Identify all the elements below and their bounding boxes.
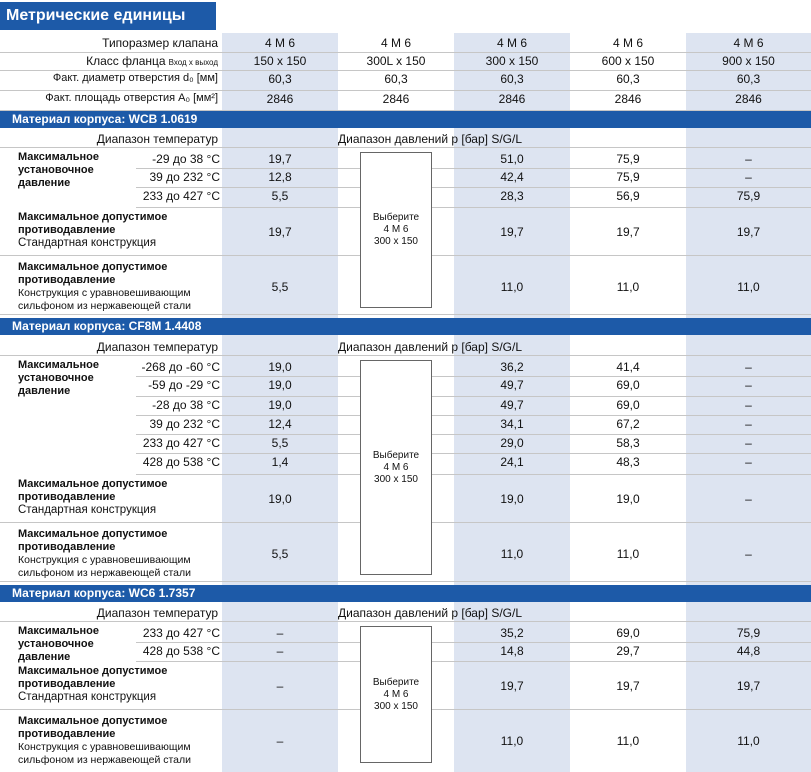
- select-line: 300 x 150: [374, 236, 418, 247]
- header-row-label: [0, 72, 218, 84]
- row-divider: [136, 207, 811, 208]
- pressure-value: –: [745, 152, 752, 166]
- select-line: 300 x 150: [374, 700, 418, 712]
- row-divider: [136, 376, 811, 377]
- pressure-value: –: [745, 398, 752, 412]
- pressure-value: 12,4: [268, 417, 292, 431]
- header-value: 4 M 6: [496, 36, 527, 50]
- header-row-label: [0, 92, 218, 104]
- pressure-value: 12,8: [268, 170, 292, 184]
- select-line: 4 M 6: [383, 224, 409, 235]
- pressure-value: 19,7: [268, 152, 292, 166]
- pressure-value: 69,0: [616, 626, 640, 640]
- row-divider: [0, 52, 811, 53]
- label-line: противодавление: [18, 728, 116, 740]
- row-divider: [0, 314, 811, 315]
- header-row-label: [0, 54, 218, 68]
- header-value: 4 M 6: [612, 36, 643, 50]
- label-line: противодавление: [18, 491, 116, 503]
- header-label-suffix: Вход x выход: [168, 58, 218, 67]
- pressure-value: 49,7: [500, 398, 524, 412]
- back-pressure-bellows-value: 5,5: [271, 546, 289, 561]
- header-value: 60,3: [616, 72, 640, 86]
- back-pressure-standard-value: 19,7: [500, 225, 524, 239]
- pressure-value: 29,7: [616, 644, 640, 658]
- header-value: 2846: [735, 92, 762, 106]
- label-line: Максимальное допустимое: [18, 261, 168, 273]
- select-line: Выберите: [372, 449, 420, 461]
- header-value: 4 M 6: [264, 36, 295, 50]
- max-back-pressure-standard-label: [18, 211, 218, 250]
- pressure-value: –: [276, 626, 284, 640]
- header-value: 60,3: [500, 72, 524, 86]
- pressure-value: 19,0: [268, 378, 292, 392]
- temp-range-label: Диапазон температур: [96, 606, 218, 620]
- back-pressure-bellows-value: –: [276, 734, 284, 748]
- row-divider: [136, 642, 811, 643]
- label-line: Максимальное допустимое: [18, 665, 168, 677]
- back-pressure-standard-value: 19,7: [500, 679, 524, 693]
- header-value: 300L x 150: [366, 54, 426, 68]
- header-value: 2846: [498, 92, 526, 106]
- max-set-pressure-label: [18, 359, 133, 398]
- material-band: Материал корпуса: WC6 1.7357: [0, 585, 811, 602]
- label-line: противодавление: [18, 678, 116, 690]
- pressure-value: 19,0: [268, 360, 292, 374]
- pressure-value: 35,2: [500, 626, 524, 640]
- select-option-text: [361, 450, 431, 486]
- header-value: 2846: [614, 92, 642, 106]
- select-line: Выберите: [372, 676, 420, 688]
- select-option-text: [361, 212, 431, 248]
- pressure-value: –: [745, 417, 752, 431]
- header-value: 2846: [266, 92, 294, 106]
- label-line: давление: [18, 385, 71, 397]
- back-pressure-standard-value: 19,7: [736, 225, 761, 239]
- pressure-value: 42,4: [500, 170, 524, 184]
- pressure-value: 19,0: [268, 398, 292, 412]
- pressure-value: –: [745, 436, 752, 450]
- back-pressure-standard-value: 19,0: [616, 492, 640, 506]
- header-row-label: [0, 36, 218, 50]
- label-line: Максимальное допустимое: [18, 528, 168, 540]
- pressure-value: 36,2: [500, 360, 524, 374]
- row-divider: [136, 187, 811, 188]
- header-label-text: Факт. диаметр отверстия d₀ [мм]: [52, 72, 218, 84]
- label-line: установочное: [18, 164, 94, 176]
- label-line: сильфоном из нержавеющей стали: [18, 567, 191, 579]
- label-line: Стандартная конструкция: [18, 504, 157, 516]
- back-pressure-standard-value: 19,7: [736, 679, 761, 693]
- label-line: противодавление: [18, 224, 116, 236]
- back-pressure-standard-value: 19,0: [268, 492, 292, 506]
- max-back-pressure-standard-label: [18, 665, 218, 704]
- temperature-range: -268 до -60 °C: [141, 360, 220, 374]
- select-line: Выберите: [372, 212, 420, 223]
- label-line: Конструкция с уравновешивающим: [18, 741, 191, 753]
- header-value: 150 x 150: [253, 54, 307, 68]
- header-value: 600 x 150: [601, 54, 655, 68]
- row-divider: [136, 474, 811, 475]
- material-band: Материал корпуса: CF8M 1.4408: [0, 318, 811, 335]
- temperature-range: 39 до 232 °C: [149, 417, 220, 431]
- temperature-range: -59 до -29 °C: [148, 378, 220, 392]
- page-title: Метрические единицы: [0, 2, 216, 30]
- header-value: 2846: [382, 92, 410, 106]
- back-pressure-bellows-value: 11,0: [737, 279, 760, 294]
- pressure-value: –: [745, 378, 752, 392]
- select-option-box[interactable]: [360, 152, 432, 308]
- label-line: Максимальное допустимое: [18, 478, 168, 490]
- temp-range-label: Диапазон температур: [96, 132, 218, 146]
- pressure-value: 69,0: [616, 378, 640, 392]
- pressure-value: 14,8: [500, 644, 524, 658]
- back-pressure-standard-value: 19,7: [616, 225, 640, 239]
- max-back-pressure-bellows-label: [18, 261, 223, 313]
- label-line: сильфоном из нержавеющей стали: [18, 754, 191, 766]
- label-line: противодавление: [18, 274, 116, 286]
- header-label-text: Класс фланца: [86, 54, 166, 68]
- pressure-value: 75,9: [736, 189, 761, 203]
- row-divider: [0, 621, 811, 622]
- material-band: Материал корпуса: WCB 1.0619: [0, 111, 811, 128]
- label-line: Стандартная конструкция: [18, 237, 157, 249]
- label-line: сильфоном из нержавеющей стали: [18, 300, 191, 312]
- header-value: 60,3: [384, 72, 408, 86]
- max-back-pressure-bellows-label: [18, 528, 223, 580]
- max-set-pressure-label: [18, 151, 133, 190]
- temperature-range: 39 до 232 °C: [149, 170, 220, 184]
- temperature-range: -29 до 38 °C: [152, 152, 220, 166]
- back-pressure-bellows-value: 11,0: [616, 279, 640, 294]
- label-line: Максимальное: [18, 625, 99, 637]
- label-line: Максимальное: [18, 151, 99, 163]
- row-divider: [0, 581, 811, 582]
- row-divider: [136, 396, 811, 397]
- label-line: Стандартная конструкция: [18, 691, 157, 703]
- back-pressure-bellows-value: –: [745, 546, 752, 561]
- temperature-range: 233 до 427 °C: [142, 189, 220, 203]
- temperature-range: 233 до 427 °C: [142, 626, 220, 640]
- pressure-range-label: Диапазон давлений p [бар] S/G/L: [338, 606, 522, 620]
- label-line: Максимальное допустимое: [18, 715, 168, 727]
- max-back-pressure-bellows-label: [18, 715, 223, 767]
- pressure-value: 29,0: [500, 436, 524, 450]
- back-pressure-standard-value: 19,0: [500, 492, 524, 506]
- temperature-range: -28 до 38 °C: [152, 398, 220, 412]
- label-line: Максимальное: [18, 359, 99, 371]
- pressure-value: –: [745, 170, 752, 184]
- header-value: 900 x 150: [722, 54, 775, 68]
- row-divider: [0, 355, 811, 356]
- pressure-value: 44,8: [736, 644, 761, 658]
- row-divider: [136, 415, 811, 416]
- back-pressure-bellows-value: 5,5: [271, 279, 289, 294]
- pressure-value: 5,5: [271, 436, 289, 450]
- pressure-value: –: [745, 360, 752, 374]
- pressure-value: 48,3: [616, 455, 640, 469]
- pressure-value: 41,4: [616, 360, 640, 374]
- row-divider: [0, 70, 811, 71]
- pressure-value: 34,1: [500, 417, 524, 431]
- temperature-range: 428 до 538 °C: [142, 455, 220, 469]
- pressure-value: –: [276, 644, 284, 658]
- row-divider: [136, 168, 811, 169]
- pressure-value: 28,3: [500, 189, 524, 203]
- label-line: Конструкция с уравновешивающим: [18, 554, 191, 566]
- pressure-range-label: Диапазон давлений p [бар] S/G/L: [338, 340, 522, 354]
- header-value: 4 M 6: [380, 36, 411, 50]
- temp-range-label: Диапазон температур: [96, 340, 218, 354]
- back-pressure-bellows-value: 11,0: [616, 734, 640, 748]
- pressure-value: 75,9: [616, 170, 640, 184]
- header-label-text: Факт. площадь отверстия A₀ [мм²]: [45, 92, 218, 104]
- select-option-text: [361, 677, 431, 713]
- back-pressure-bellows-value: 11,0: [737, 734, 760, 748]
- temperature-range: 428 до 538 °C: [142, 644, 220, 658]
- back-pressure-bellows-value: 11,0: [500, 546, 524, 561]
- pressure-value: 49,7: [500, 378, 524, 392]
- select-line: 300 x 150: [374, 473, 418, 485]
- header-value: 300 x 150: [485, 54, 539, 68]
- pressure-value: 51,0: [500, 152, 524, 166]
- label-line: противодавление: [18, 541, 116, 553]
- select-line: 4 M 6: [383, 461, 409, 473]
- pressure-value: 1,4: [271, 455, 289, 469]
- label-line: Конструкция с уравновешивающим: [18, 287, 191, 299]
- back-pressure-standard-value: –: [276, 679, 284, 693]
- pressure-value: 5,5: [271, 189, 289, 203]
- back-pressure-standard-value: 19,7: [268, 225, 292, 239]
- row-divider: [0, 90, 811, 91]
- pressure-value: 75,9: [736, 626, 761, 640]
- row-divider: [0, 147, 811, 148]
- label-line: давление: [18, 177, 71, 189]
- row-divider: [136, 661, 811, 662]
- max-back-pressure-standard-label: [18, 478, 218, 517]
- pressure-value: 56,9: [616, 189, 640, 203]
- header-value: 60,3: [736, 72, 761, 86]
- back-pressure-bellows-value: 11,0: [616, 546, 640, 561]
- pressure-value: 58,3: [616, 436, 640, 450]
- back-pressure-standard-value: –: [745, 492, 752, 506]
- label-line: установочное: [18, 372, 94, 384]
- back-pressure-bellows-value: 11,0: [500, 734, 524, 748]
- label-line: давление: [18, 651, 71, 663]
- temperature-range: 233 до 427 °C: [142, 436, 220, 450]
- header-value: 4 M 6: [733, 36, 764, 50]
- row-divider: [136, 453, 811, 454]
- select-option-box[interactable]: [360, 360, 432, 575]
- back-pressure-bellows-value: 11,0: [500, 279, 524, 294]
- pressure-value: 67,2: [616, 417, 640, 431]
- row-divider: [136, 434, 811, 435]
- select-option-box[interactable]: [360, 626, 432, 763]
- header-value: 60,3: [268, 72, 292, 86]
- max-set-pressure-label: [18, 625, 133, 664]
- header-label-text: Типоразмер клапана: [102, 36, 218, 50]
- label-line: Максимальное допустимое: [18, 211, 168, 223]
- pressure-value: 75,9: [616, 152, 640, 166]
- pressure-value: 24,1: [500, 455, 524, 469]
- label-line: установочное: [18, 638, 94, 650]
- pressure-value: 69,0: [616, 398, 640, 412]
- pressure-value: –: [745, 455, 752, 469]
- back-pressure-standard-value: 19,7: [616, 679, 640, 693]
- select-line: 4 M 6: [383, 688, 409, 700]
- pressure-range-label: Диапазон давлений p [бар] S/G/L: [338, 132, 522, 146]
